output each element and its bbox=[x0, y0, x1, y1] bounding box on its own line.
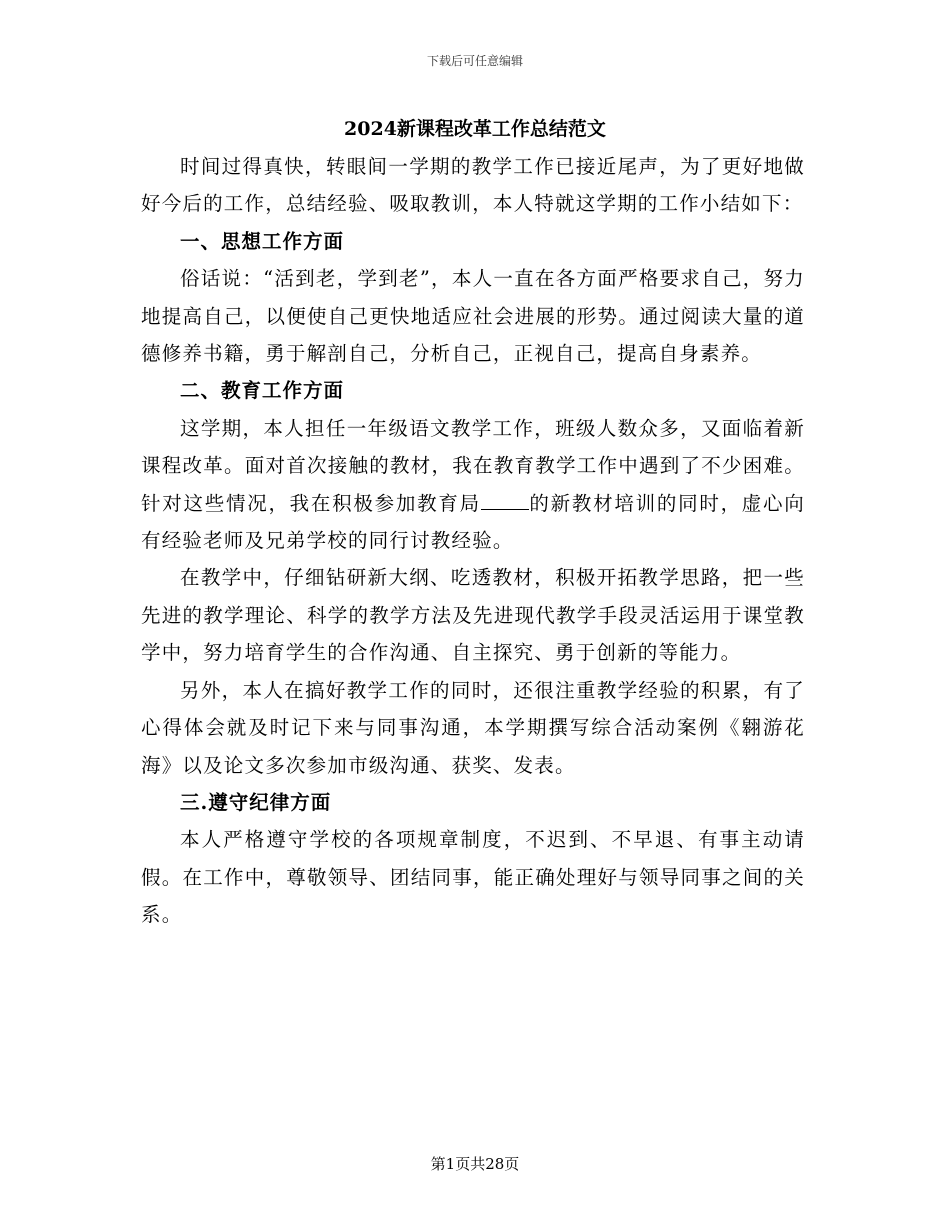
section-2-paragraph-3: 另外，本人在搞好教学工作的同时，还很注重教学经验的积累，有了心得体会就及时记下来与同事沟通，本学期撰写综合活动案例《翱游花海》以及论文多次参加市级沟通、获奖、发表。 bbox=[141, 678, 805, 777]
section-1-heading: 一、思想工作方面 bbox=[180, 229, 345, 253]
section-2-paragraph-1-part-a: 这学期，本人担任一年级语文教学工作，班级人数众多，又面临着新课程改革。面对首次接触的教材，我在教育教学工作中遇到了不少困难。针对这些情况，我在积极参加教育局 bbox=[141, 416, 805, 515]
intro-paragraph: 时间过得真快，转眼间一学期的教学工作已接近尾声，为了更好地做好今后的工作，总结经验、吸取教训，本人特就这学期的工作小结如下： bbox=[141, 155, 805, 216]
page-footer: 第1页共28页 bbox=[430, 1155, 520, 1173]
document-body bbox=[141, 148, 805, 934]
section-2-paragraph-2: 在教学中，仔细钻研新大纲、吃透教材，积极开拓教学思路，把一些先进的教学理论、科学的教学方法及先进现代教学手段灵活运用于课堂教学中，努力培育学生的合作沟通、自主探究、勇于创新的等能力。 bbox=[141, 566, 805, 665]
section-3-paragraph: 本人严格遵守学校的各项规章制度，不迟到、不早退、有事主动请假。在工作中，尊敬领导、团结同事，能正确处理好与领导同事之间的关系。 bbox=[141, 828, 805, 927]
section-1-paragraph: 俗话说：“活到老，学到老”，本人一直在各方面严格要求自己，努力地提高自己，以便使自己更快地适应社会进展的形势。通过阅读大量的道德修养书籍，勇于解剖自己，分析自己，正视自己，提高自身素养。 bbox=[141, 267, 805, 366]
document-title: 2024新课程改革工作总结范文 bbox=[344, 118, 606, 140]
section-2-heading: 二、教育工作方面 bbox=[180, 379, 345, 403]
section-2-paragraph-1-part-b: 的新教材培训的同时，虚心向有经验老师及兄弟学校的同行讨教经验。 bbox=[141, 491, 805, 553]
section-3-heading: 三.遵守纪律方面 bbox=[180, 790, 332, 814]
section-2-paragraph-1 bbox=[141, 410, 805, 560]
fill-in-blank bbox=[481, 491, 529, 510]
header-note: 下载后可任意编辑 bbox=[426, 54, 523, 68]
